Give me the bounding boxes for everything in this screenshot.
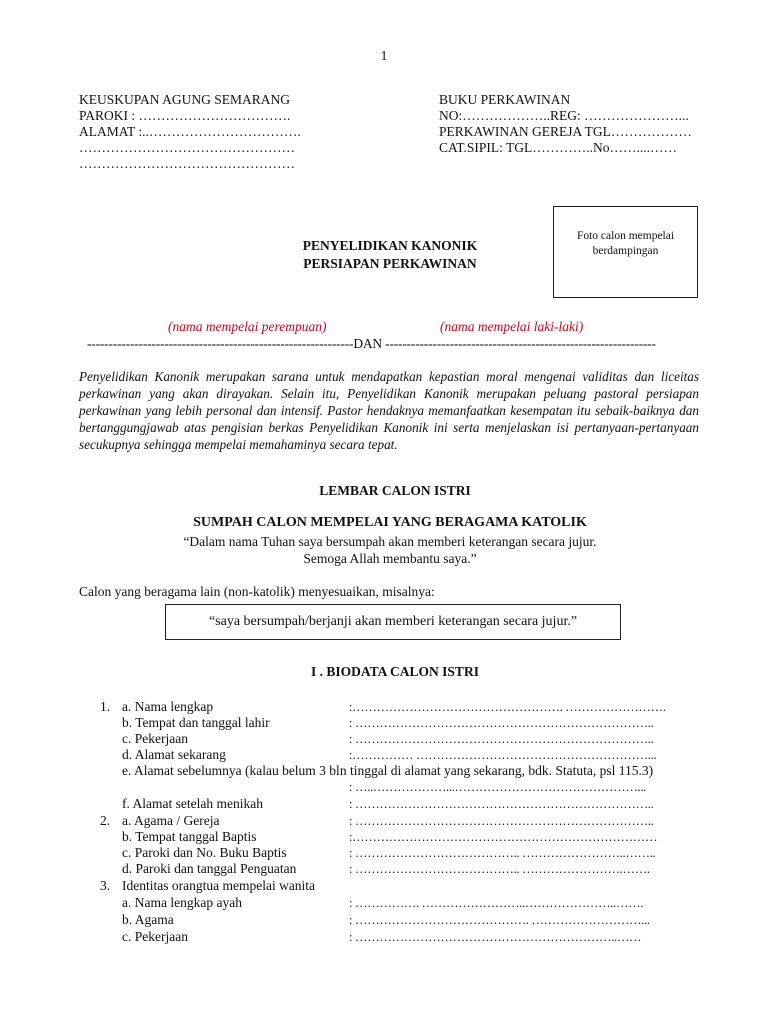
photo-placeholder [553, 206, 698, 298]
row-number: 1. [100, 699, 111, 714]
fill-in-field[interactable]: : ……………. ……………………..…………………..……. [349, 896, 644, 910]
non-catholic-oath-box: “saya bersumpah/berjanji akan memberi keterangan secara jujur.” [165, 604, 621, 640]
biodata-row [0, 731, 768, 747]
parish-field: PAROKI : ……………………………. [79, 108, 291, 123]
fill-in-field[interactable]: : …..………………...………………………………………... [349, 780, 646, 794]
photo-caption-line-1: Foto calon mempelai [576, 230, 675, 242]
address-line-2: ………………………………………… [79, 140, 295, 155]
row-label: a. Nama lengkap ayah [122, 895, 242, 910]
header-right [439, 92, 692, 156]
fill-in-field[interactable]: : ……………………………………………………………….. [349, 797, 654, 811]
row-label: a. Nama lengkap [122, 699, 214, 714]
address-field: ALAMAT :..……………………………. [79, 124, 301, 139]
row-number: 2. [100, 813, 111, 828]
biodata-title: I . BIODATA CALON ISTRI [311, 664, 479, 679]
fill-in-field[interactable]: : ………………………………….. …………………….……. [349, 862, 650, 876]
marriage-book-label: BUKU PERKAWINAN [439, 92, 571, 107]
fill-in-field[interactable]: :………………………………………………………………… [349, 830, 658, 844]
row-label: f. Alamat setelah menikah [122, 796, 263, 811]
civil-record-field: CAT.SIPIL: TGL…………..No……....…… [439, 140, 678, 155]
church-wedding-date-field: PERKAWINAN GEREJA TGL……………… [439, 124, 692, 139]
fill-in-field[interactable]: :……………………………………………. ……………………. [349, 700, 666, 714]
biodata-row [0, 747, 768, 763]
header-left [79, 92, 301, 172]
row-label: d. Alamat sekarang [122, 747, 226, 762]
fill-in-field[interactable]: : ……………………………………………………………….. [349, 814, 654, 828]
address-line-3: ………………………………………… [79, 156, 295, 171]
biodata-row [0, 861, 768, 877]
biodata-row [0, 829, 768, 845]
oath-title: SUMPAH CALON MEMPELAI YANG BERAGAMA KATOLIK [193, 515, 587, 530]
row-label: b. Tempat tanggal Baptis [122, 829, 257, 844]
oath-text [0, 534, 768, 568]
groom-name-placeholder: (nama mempelai laki-laki) [440, 319, 584, 334]
row-label: d. Paroki dan tanggal Penguatan [122, 861, 297, 876]
document-title [240, 238, 540, 274]
fill-in-field[interactable]: : ……………………………………. ………………………... [349, 913, 650, 927]
row-label: a. Agama / Gereja [122, 813, 220, 828]
biodata-row [0, 779, 768, 795]
diocese-name: KEUSKUPAN AGUNG SEMARANG [79, 92, 291, 107]
row-label: b. Tempat dan tanggal lahir [122, 715, 270, 730]
page-number: 1 [380, 48, 388, 63]
oath-line-2: Semoga Allah membantu saya.” [303, 551, 477, 566]
sheet-title: LEMBAR CALON ISTRI [319, 483, 471, 498]
row-label: c. Paroki dan No. Buku Baptis [122, 845, 287, 860]
row-label: b. Agama [122, 912, 174, 927]
biodata-row [0, 929, 768, 945]
non-catholic-note: Calon yang beragama lain (non-katolik) menyesuaikan, misalnya: [79, 584, 435, 599]
biodata-row [0, 895, 768, 911]
row-label: Identitas orangtua mempelai wanita [122, 878, 316, 893]
biodata-row [0, 878, 768, 894]
fill-in-field[interactable]: : ………………………………….. ……………………..…….. [349, 846, 656, 860]
row-label: e. Alamat sebelumnya (kalau belum 3 bln tinggal di alamat yang sekarang, bdk. Statuta, psl 115.3) [122, 763, 654, 778]
title-line-2: PERSIAPAN PERKAWINAN [303, 256, 477, 271]
intro-paragraph: Penyelidikan Kanonik merupakan sarana untuk mendapatkan kepastian moral mengenai validitas dan liceitas perkawinan yang akan dirayakan. Selain itu, Penyelidikan Kanonik merupakan peluang pastoral persiapan perkawinan yang lebih personal dan intensif. Pastor hendaknya memanfaatkan kesempatan itu sebaik-baiknya dan bertanggungjawab atas pengisian berkas Penyelidikan Kanonik ini serta menjelaskan isi pertanyaan-pertanyaan secukupnya sehingga mempelai memahaminya secara tepat. [79, 369, 699, 452]
row-label: c. Pekerjaan [122, 731, 188, 746]
reg-number-field: NO:………………..REG: …………………... [439, 108, 689, 123]
bride-name-placeholder: (nama mempelai perempuan) [168, 319, 327, 334]
biodata-row [0, 912, 768, 928]
fill-in-field[interactable]: :…………… …………………………………………………... [349, 748, 657, 762]
biodata-row [0, 715, 768, 731]
title-line-1: PENYELIDIKAN KANONIK [302, 238, 478, 253]
fill-in-field[interactable]: : ………………………………………………………..…… [349, 930, 642, 944]
fill-in-field[interactable]: : ……………………………………………………………….. [349, 716, 654, 730]
photo-caption-line-2: berdampingan [592, 245, 659, 257]
biodata-row [0, 813, 768, 829]
biodata-row [0, 845, 768, 861]
row-label: c. Pekerjaan [122, 929, 188, 944]
dan-separator: --------------------------------------------------------------DAN --------------------------------------------------------------- [87, 336, 656, 351]
oath-line-1: “Dalam nama Tuhan saya bersumpah akan memberi keterangan secara jujur. [183, 534, 597, 549]
row-number: 3. [100, 878, 111, 893]
biodata-row [0, 796, 768, 812]
fill-in-field[interactable]: : ……………………………………………………………….. [349, 732, 654, 746]
biodata-row [0, 699, 768, 715]
biodata-row [0, 763, 768, 779]
